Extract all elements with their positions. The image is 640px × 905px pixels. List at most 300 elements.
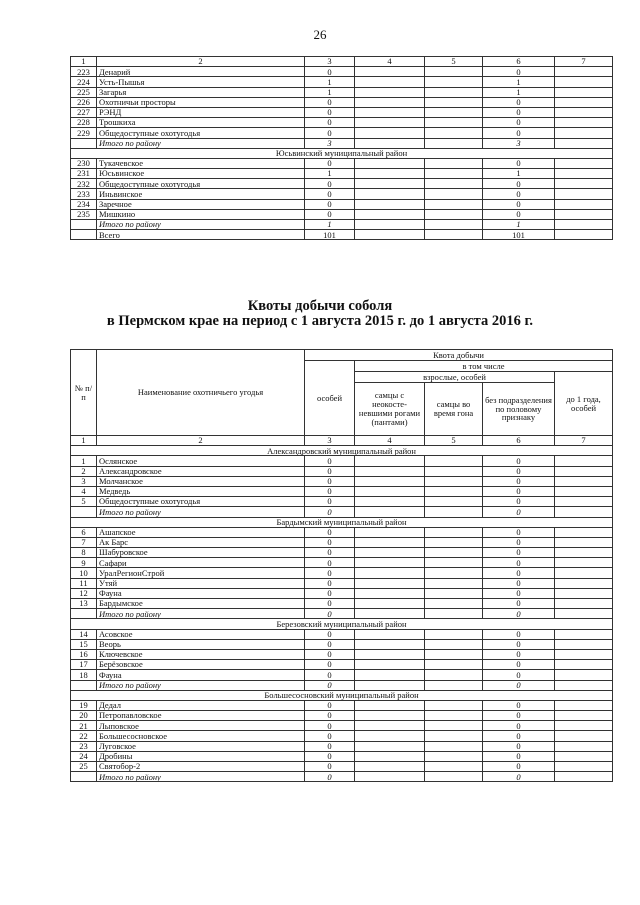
- row-number: 9: [71, 558, 97, 568]
- young-under-1: [555, 169, 613, 179]
- no-sex-division: 0: [483, 189, 555, 199]
- quota-total: 0: [305, 548, 355, 558]
- no-sex-division: 0: [483, 507, 555, 517]
- district-row: [71, 619, 613, 629]
- quota-total: 1: [305, 77, 355, 87]
- no-sex-division: 0: [483, 527, 555, 537]
- table-row: [71, 209, 613, 219]
- header-total: особей: [305, 361, 355, 436]
- males-rut: [425, 629, 483, 639]
- row-number: [71, 138, 97, 148]
- males-rut: [425, 537, 483, 547]
- district-row: [71, 690, 613, 700]
- young-under-1: [555, 220, 613, 230]
- young-under-1: [555, 731, 613, 741]
- district-total-row: [71, 220, 613, 230]
- column-number: 2: [97, 436, 305, 446]
- males-rut: [425, 158, 483, 168]
- table-row: [71, 599, 613, 609]
- no-sex-division: 0: [483, 599, 555, 609]
- row-number: 6: [71, 527, 97, 537]
- district-total-row: [71, 507, 613, 517]
- column-number: 2: [97, 57, 305, 67]
- district-name: Бардымский муниципальный район: [71, 517, 613, 527]
- quota-total: 0: [305, 731, 355, 741]
- males-rut: [425, 639, 483, 649]
- table-row: [71, 548, 613, 558]
- young-under-1: [555, 660, 613, 670]
- young-under-1: [555, 77, 613, 87]
- row-number: 7: [71, 537, 97, 547]
- quota-total: 0: [305, 609, 355, 619]
- quota-total: 0: [305, 97, 355, 107]
- young-under-1: [555, 588, 613, 598]
- table-row: [71, 670, 613, 680]
- row-number: 15: [71, 639, 97, 649]
- row-number: 3: [71, 476, 97, 486]
- quota-table-continued: [70, 56, 613, 240]
- males-rut: [425, 456, 483, 466]
- table-row: [71, 700, 613, 710]
- males-rut: [425, 660, 483, 670]
- hunting-ground-name: Итого по району: [97, 220, 305, 230]
- males-antlers: [355, 711, 425, 721]
- no-sex-division: 0: [483, 179, 555, 189]
- quota-total: 0: [305, 128, 355, 138]
- no-sex-division: 0: [483, 476, 555, 486]
- hunting-ground-name: Шабуровское: [97, 548, 305, 558]
- row-number: 233: [71, 189, 97, 199]
- no-sex-division: 0: [483, 97, 555, 107]
- young-under-1: [555, 700, 613, 710]
- table-row: [71, 578, 613, 588]
- males-rut: [425, 680, 483, 690]
- young-under-1: [555, 456, 613, 466]
- no-sex-division: 1: [483, 220, 555, 230]
- hunting-ground-name: Усть-Пышья: [97, 77, 305, 87]
- hunting-ground-name: Общедоступные охотугодья: [97, 497, 305, 507]
- males-rut: [425, 189, 483, 199]
- no-sex-division: 0: [483, 199, 555, 209]
- males-rut: [425, 118, 483, 128]
- quota-total: 0: [305, 741, 355, 751]
- quota-total: 0: [305, 118, 355, 128]
- males-rut: [425, 700, 483, 710]
- row-number: [71, 220, 97, 230]
- row-number: 8: [71, 548, 97, 558]
- young-under-1: [555, 118, 613, 128]
- quota-total: 0: [305, 680, 355, 690]
- no-sex-division: 0: [483, 128, 555, 138]
- hunting-ground-name: Ак Барс: [97, 537, 305, 547]
- young-under-1: [555, 507, 613, 517]
- hunting-ground-name: Ашапское: [97, 527, 305, 537]
- males-antlers: [355, 456, 425, 466]
- no-sex-division: 0: [483, 67, 555, 77]
- hunting-ground-name: Большесосновское: [97, 731, 305, 741]
- quota-total: 0: [305, 209, 355, 219]
- males-antlers: [355, 660, 425, 670]
- hunting-ground-name: РЭНД: [97, 107, 305, 117]
- row-number: 5: [71, 497, 97, 507]
- hunting-ground-name: Итого по району: [97, 680, 305, 690]
- header-name: Наименование охотничьего угодья: [97, 350, 305, 436]
- header-no-sex: без подразделения по половому признаку: [483, 383, 555, 436]
- quota-total: 0: [305, 486, 355, 496]
- quota-total: 0: [305, 107, 355, 117]
- district-total-row: [71, 772, 613, 782]
- table-row: [71, 741, 613, 751]
- young-under-1: [555, 649, 613, 659]
- males-antlers: [355, 649, 425, 659]
- males-antlers: [355, 97, 425, 107]
- young-under-1: [555, 568, 613, 578]
- table-row: [71, 169, 613, 179]
- row-number: [71, 772, 97, 782]
- no-sex-division: 0: [483, 107, 555, 117]
- row-number: 229: [71, 128, 97, 138]
- table-row: [71, 649, 613, 659]
- hunting-ground-name: Лыповское: [97, 721, 305, 731]
- males-rut: [425, 649, 483, 659]
- column-number: 4: [355, 436, 425, 446]
- table-row: [71, 486, 613, 496]
- males-antlers: [355, 220, 425, 230]
- young-under-1: [555, 199, 613, 209]
- row-number: 23: [71, 741, 97, 751]
- males-antlers: [355, 199, 425, 209]
- no-sex-division: 0: [483, 209, 555, 219]
- hunting-ground-name: Всего: [97, 230, 305, 240]
- young-under-1: [555, 128, 613, 138]
- district-total-row: [71, 138, 613, 148]
- males-antlers: [355, 731, 425, 741]
- quota-total: 0: [305, 700, 355, 710]
- row-number: [71, 680, 97, 690]
- males-antlers: [355, 476, 425, 486]
- quota-total: 0: [305, 629, 355, 639]
- quota-total: 0: [305, 568, 355, 578]
- quota-total: 0: [305, 527, 355, 537]
- no-sex-division: 0: [483, 721, 555, 731]
- males-rut: [425, 731, 483, 741]
- row-number: 24: [71, 751, 97, 761]
- males-antlers: [355, 609, 425, 619]
- young-under-1: [555, 751, 613, 761]
- district-total-row: [71, 680, 613, 690]
- no-sex-division: 0: [483, 609, 555, 619]
- males-antlers: [355, 558, 425, 568]
- hunting-ground-name: Мишкино: [97, 209, 305, 219]
- no-sex-division: 0: [483, 711, 555, 721]
- young-under-1: [555, 138, 613, 148]
- hunting-ground-name: Асовское: [97, 629, 305, 639]
- no-sex-division: 0: [483, 680, 555, 690]
- table-row: [71, 456, 613, 466]
- sable-quota-title: Квоты добычи соболя: [247, 298, 393, 314]
- males-rut: [425, 588, 483, 598]
- males-rut: [425, 772, 483, 782]
- males-rut: [425, 179, 483, 189]
- young-under-1: [555, 87, 613, 97]
- row-number: 17: [71, 660, 97, 670]
- males-antlers: [355, 128, 425, 138]
- males-rut: [425, 711, 483, 721]
- table-row: [71, 158, 613, 168]
- header-quota: Квота добычи: [305, 350, 613, 361]
- row-number: 18: [71, 670, 97, 680]
- quota-total: 0: [305, 751, 355, 761]
- column-number: 7: [555, 436, 613, 446]
- hunting-ground-name: Итого по району: [97, 138, 305, 148]
- table-row: [71, 568, 613, 578]
- males-rut: [425, 741, 483, 751]
- males-rut: [425, 721, 483, 731]
- young-under-1: [555, 670, 613, 680]
- quota-total: 0: [305, 599, 355, 609]
- males-antlers: [355, 107, 425, 117]
- young-under-1: [555, 578, 613, 588]
- quota-total: 0: [305, 558, 355, 568]
- table-row: [71, 558, 613, 568]
- males-rut: [425, 209, 483, 219]
- table-row: [71, 189, 613, 199]
- young-under-1: [555, 537, 613, 547]
- no-sex-division: 1: [483, 77, 555, 87]
- no-sex-division: 0: [483, 660, 555, 670]
- district-name: Большесосновский муниципальный район: [71, 690, 613, 700]
- column-number: 1: [71, 57, 97, 67]
- males-antlers: [355, 77, 425, 87]
- row-number: [71, 507, 97, 517]
- quota-total: 0: [305, 588, 355, 598]
- hunting-ground-name: Ключевское: [97, 649, 305, 659]
- hunting-ground-name: Луговское: [97, 741, 305, 751]
- males-antlers: [355, 179, 425, 189]
- no-sex-division: 0: [483, 700, 555, 710]
- row-number: 21: [71, 721, 97, 731]
- males-antlers: [355, 189, 425, 199]
- row-number: 232: [71, 179, 97, 189]
- table-row: [71, 660, 613, 670]
- hunting-ground-name: Общедоступные охотугодья: [97, 179, 305, 189]
- table-row: [71, 711, 613, 721]
- table-row: [71, 527, 613, 537]
- quota-total: 0: [305, 711, 355, 721]
- hunting-ground-name: Утяй: [97, 578, 305, 588]
- column-number: 5: [425, 436, 483, 446]
- males-antlers: [355, 466, 425, 476]
- table-row: [71, 721, 613, 731]
- males-rut: [425, 476, 483, 486]
- young-under-1: [555, 609, 613, 619]
- column-number: 1: [71, 436, 97, 446]
- quota-total: 0: [305, 497, 355, 507]
- hunting-ground-name: Загарья: [97, 87, 305, 97]
- no-sex-division: 0: [483, 731, 555, 741]
- males-antlers: [355, 118, 425, 128]
- males-rut: [425, 548, 483, 558]
- row-number: 25: [71, 762, 97, 772]
- row-number: 19: [71, 700, 97, 710]
- row-number: 230: [71, 158, 97, 168]
- males-rut: [425, 466, 483, 476]
- row-number: 14: [71, 629, 97, 639]
- males-rut: [425, 497, 483, 507]
- males-antlers: [355, 230, 425, 240]
- no-sex-division: 0: [483, 588, 555, 598]
- no-sex-division: 0: [483, 558, 555, 568]
- column-numbers-row: [71, 436, 613, 446]
- no-sex-division: 0: [483, 649, 555, 659]
- males-antlers: [355, 629, 425, 639]
- males-rut: [425, 578, 483, 588]
- hunting-ground-name: УралРегионСтрой: [97, 568, 305, 578]
- no-sex-division: 0: [483, 537, 555, 547]
- row-number: 1: [71, 456, 97, 466]
- males-rut: [425, 568, 483, 578]
- young-under-1: [555, 486, 613, 496]
- district-total-row: [71, 609, 613, 619]
- males-antlers: [355, 751, 425, 761]
- hunting-ground-name: Ослянское: [97, 456, 305, 466]
- quota-total: 0: [305, 466, 355, 476]
- males-rut: [425, 558, 483, 568]
- males-antlers: [355, 639, 425, 649]
- row-number: 4: [71, 486, 97, 496]
- row-number: 223: [71, 67, 97, 77]
- column-number: 5: [425, 57, 483, 67]
- table-row: [71, 751, 613, 761]
- sable-quota-table: [70, 349, 613, 782]
- young-under-1: [555, 558, 613, 568]
- no-sex-division: 0: [483, 762, 555, 772]
- young-under-1: [555, 209, 613, 219]
- row-number: 235: [71, 209, 97, 219]
- table-row: [71, 731, 613, 741]
- table-row: [71, 118, 613, 128]
- hunting-ground-name: Александровское: [97, 466, 305, 476]
- table-row: [71, 639, 613, 649]
- males-antlers: [355, 599, 425, 609]
- hunting-ground-name: Святобор-2: [97, 762, 305, 772]
- table-row: [71, 476, 613, 486]
- males-antlers: [355, 588, 425, 598]
- young-under-1: [555, 762, 613, 772]
- males-antlers: [355, 721, 425, 731]
- hunting-ground-name: Охотничьи просторы: [97, 97, 305, 107]
- header-including: в том числе: [355, 361, 613, 372]
- males-rut: [425, 527, 483, 537]
- no-sex-division: 0: [483, 741, 555, 751]
- no-sex-division: 0: [483, 158, 555, 168]
- column-number: 3: [305, 436, 355, 446]
- header-num: № п/п: [71, 350, 97, 436]
- table-row: [71, 537, 613, 547]
- district-row: [71, 148, 613, 158]
- row-number: 231: [71, 169, 97, 179]
- table-row: [71, 179, 613, 189]
- row-number: 10: [71, 568, 97, 578]
- page-number: 26: [313, 27, 327, 42]
- hunting-ground-name: Берёзовское: [97, 660, 305, 670]
- quota-total: 3: [305, 138, 355, 148]
- young-under-1: [555, 639, 613, 649]
- males-antlers: [355, 486, 425, 496]
- males-antlers: [355, 507, 425, 517]
- quota-total: 0: [305, 721, 355, 731]
- quota-total: 0: [305, 639, 355, 649]
- males-antlers: [355, 680, 425, 690]
- no-sex-division: 0: [483, 497, 555, 507]
- males-antlers: [355, 169, 425, 179]
- no-sex-division: 0: [483, 629, 555, 639]
- district-row: [71, 517, 613, 527]
- young-under-1: [555, 599, 613, 609]
- young-under-1: [555, 741, 613, 751]
- table-row: [71, 97, 613, 107]
- males-rut: [425, 138, 483, 148]
- table-row: [71, 67, 613, 77]
- males-rut: [425, 486, 483, 496]
- hunting-ground-name: Юсьвинское: [97, 169, 305, 179]
- column-number: 4: [355, 57, 425, 67]
- row-number: 20: [71, 711, 97, 721]
- header-adults: взрослые, особей: [355, 372, 555, 383]
- young-under-1: [555, 721, 613, 731]
- row-number: 12: [71, 588, 97, 598]
- no-sex-division: 0: [483, 486, 555, 496]
- males-antlers: [355, 497, 425, 507]
- males-antlers: [355, 772, 425, 782]
- hunting-ground-name: Иньвинское: [97, 189, 305, 199]
- males-antlers: [355, 568, 425, 578]
- males-rut: [425, 169, 483, 179]
- district-name: Юсьвинский муниципальный район: [71, 148, 613, 158]
- row-number: 13: [71, 599, 97, 609]
- males-antlers: [355, 700, 425, 710]
- row-number: 228: [71, 118, 97, 128]
- no-sex-division: 0: [483, 639, 555, 649]
- males-antlers: [355, 741, 425, 751]
- column-number: 3: [305, 57, 355, 67]
- quota-total: 0: [305, 67, 355, 77]
- hunting-ground-name: Молчанское: [97, 476, 305, 486]
- young-under-1: [555, 230, 613, 240]
- row-number: 225: [71, 87, 97, 97]
- column-numbers-row: [71, 57, 613, 67]
- young-under-1: [555, 527, 613, 537]
- column-number: 6: [483, 436, 555, 446]
- no-sex-division: 0: [483, 568, 555, 578]
- grand-total-row: [71, 230, 613, 240]
- quota-total: 0: [305, 476, 355, 486]
- row-number: 11: [71, 578, 97, 588]
- table-row: [71, 87, 613, 97]
- hunting-ground-name: Веорь: [97, 639, 305, 649]
- quota-total: 0: [305, 670, 355, 680]
- hunting-ground-name: Трошкиха: [97, 118, 305, 128]
- young-under-1: [555, 711, 613, 721]
- column-number: 6: [483, 57, 555, 67]
- no-sex-division: 0: [483, 466, 555, 476]
- hunting-ground-name: Сафари: [97, 558, 305, 568]
- males-antlers: [355, 578, 425, 588]
- table-row: [71, 199, 613, 209]
- table-row: [71, 128, 613, 138]
- row-number: [71, 609, 97, 619]
- males-antlers: [355, 209, 425, 219]
